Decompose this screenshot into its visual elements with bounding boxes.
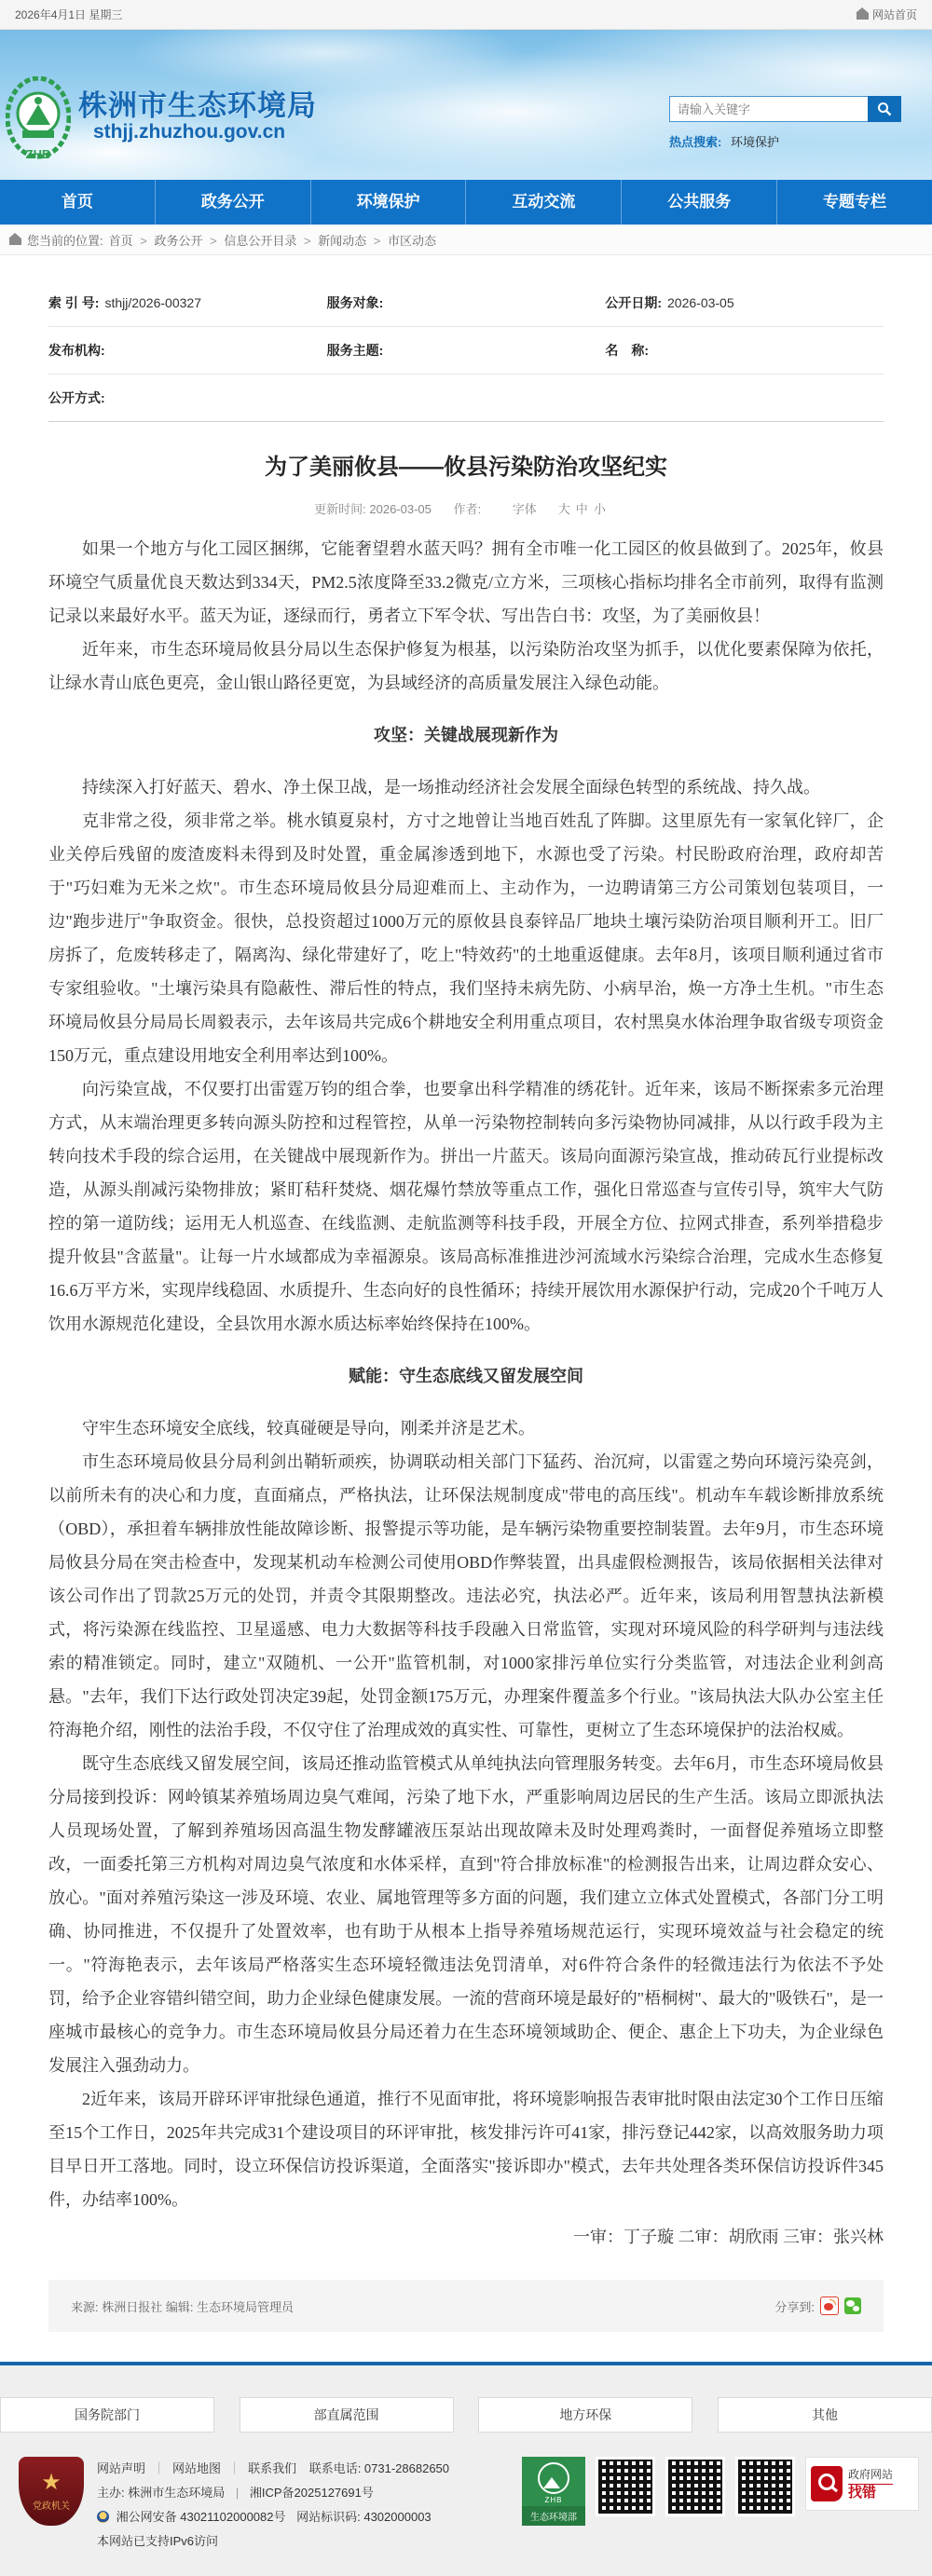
party-badge-star-icon: ★ (41, 2469, 62, 2495)
party-badge-label: 党政机关 (33, 2501, 70, 2512)
security-number: 湘公网安备 43021102000082号 (116, 2510, 286, 2524)
home-link-label: 网站首页 (871, 8, 917, 21)
home-link[interactable] (857, 7, 917, 22)
error-badge-line2: 找错 (848, 2484, 893, 2500)
article-paragraph: 2近年来，该局开辟环评审批绿色通道，推行不见面审批，将环境影响报告表审批时限由法定30个工作日压缩至15个工作日，2025年共完成31个建设项目的环评审批，核发排污许可41家，排污登记442家，以高效服务助力项目早日开工落地。同时，设立环保信访投诉渠道，全面落实"接诉即办"模式，去年共处理各类环保信访投诉件345件，办结率100%。 (48, 2090, 884, 2209)
share-label: 分享到: (774, 2299, 815, 2314)
qr-code-2 (665, 2457, 725, 2516)
meta-row (48, 279, 884, 327)
footer-link-联系我们[interactable]: 联系我们 (248, 2461, 297, 2475)
svg-text:ZHB: ZHB (25, 147, 51, 161)
footer-link-divider: ｜ (153, 2461, 166, 2475)
footer-select-国务院部门[interactable]: 国务院部门 (0, 2397, 214, 2433)
meta-cell (48, 388, 884, 407)
footer-badges (522, 2457, 919, 2526)
qr-code-3 (735, 2457, 795, 2516)
footer-select-地方环保[interactable]: 地方环保 (478, 2397, 692, 2433)
site-code: 网站标识码: 4302000003 (296, 2510, 432, 2524)
article-meta (48, 499, 884, 517)
nav-item-公共服务[interactable]: 公共服务 (622, 180, 777, 225)
nav-item-首页[interactable]: 首页 (0, 180, 156, 225)
footer-link-网站地图[interactable]: 网站地图 (172, 2461, 222, 2475)
section-heading: 攻坚：关键战展现新作为 (374, 726, 558, 744)
meta-value: sthjj/2026-00327 (104, 295, 201, 310)
site-title: 株洲市生态环境局 (78, 89, 317, 122)
meta-cell (605, 341, 884, 360)
party-gov-badge[interactable] (19, 2457, 84, 2526)
wechat-icon[interactable] (844, 2297, 861, 2314)
footer-select-部直属范围[interactable]: 部直属范围 (240, 2397, 454, 2433)
mee-badge-label: 生态环境部 (522, 2506, 585, 2526)
weibo-icon[interactable] (820, 2297, 839, 2315)
article-paragraph: 持续深入打好蓝天、碧水、净土保卫战，是一场推动经济社会发展全面绿色转型的系统战、持久战。 (82, 778, 820, 797)
font-size-links (555, 502, 609, 516)
breadcrumb-label: 您当前的位置: (27, 233, 103, 248)
article-paragraph: 克非常之役，须非常之举。桃水镇夏泉村，方寸之地曾让当地百姓乱了阵脚。这里原先有一家氧化锌厂，企业关停后残留的废渣废料未得到及时处置，重金属渗透到地下，水源也受了污染。村民盼政府治理，政府却苦于"巧妇难为无米之炊"。市生态环境局攸县分局迎难而上、主动作为，一边聘请第三方公司策划包装项目，一边"跑步进厅"争取资金。很快，总投资超过1000万元的原攸县良泰锌品厂地块土壤污染防治项目顺利开工。旧厂房拆了，危废转移走了，隔离沟、绿化带建好了，吃上"特效药"的土地重返健康。去年8月，该项目顺利通过省市专家组验收。"土壤污染具有隐蔽性、滞后性的特点，我们坚持未病先防、小病早治，焕一方净土生机。"市生态环境局攸县分局局长周毅表示，去年该局共完成6个耕地安全利用重点项目，农村黑臭水体治理争取省级专项资金150万元，重点建设用地安全利用率达到100%。 (48, 811, 884, 1065)
site-header (0, 30, 932, 180)
breadcrumb-separator: > (206, 233, 221, 248)
meta-label: 服务对象: (326, 295, 384, 310)
meta-row (48, 327, 884, 375)
divider: | (235, 2486, 240, 2500)
meta-cell (327, 293, 606, 312)
search-button[interactable] (868, 96, 901, 122)
hot-search-term[interactable]: 环境保护 (730, 135, 779, 149)
footer-link-selects (0, 2365, 932, 2433)
breadcrumb-link[interactable]: 信息公开目录 (224, 233, 297, 248)
article-title: 为了美丽攸县——攸县污染防治攻坚纪实 (265, 455, 667, 480)
footer-link-divider: ｜ (228, 2461, 241, 2475)
footer-text (97, 2457, 449, 2554)
meta-value: 2026-03-05 (667, 295, 734, 310)
bureau-emblem-icon (6, 76, 71, 166)
top-bar (0, 0, 932, 30)
meta-label: 索 引 号: (48, 295, 100, 310)
breadcrumb-separator: > (136, 233, 151, 248)
footer (0, 2365, 932, 2576)
breadcrumb (0, 225, 932, 255)
search-box (669, 96, 901, 122)
update-time: 更新时间: 2026-03-05 (314, 502, 432, 516)
public-security-badge-icon (97, 2511, 109, 2523)
icp-number: 湘ICP备2025127691号 (249, 2486, 374, 2500)
content-area (0, 279, 932, 2332)
site-logo (6, 76, 71, 170)
hot-search-label: 热点搜索: (669, 135, 722, 149)
breadcrumb-link[interactable]: 市区动态 (388, 233, 437, 248)
meta-label: 公开日期: (605, 295, 663, 310)
qr-pattern (668, 2460, 722, 2514)
footer-line-security (97, 2505, 449, 2529)
font-label: 字体 (512, 502, 537, 516)
breadcrumb-separator: > (370, 233, 384, 248)
meta-row (48, 375, 884, 422)
article-paragraph: 如果一个地方与化工园区捆绑，它能奢望碧水蓝天吗？拥有全市唯一化工园区的攸县做到了。2025年，攸县环境空气质量优良天数达到334天，PM2.5浓度降至33.2微克/立方米，三项核心指标均排名全市前列，取得有监测记录以来最好水平。蓝天为证，逐绿而行，勇者立下军令状、写出告白书：攻坚，为了美丽攸县！ (48, 539, 884, 625)
source-bar (48, 2280, 884, 2332)
footer-links-list (97, 2461, 296, 2475)
home-icon (857, 9, 869, 20)
nav-item-互动交流[interactable]: 互动交流 (466, 180, 622, 225)
share-widget (774, 2297, 861, 2315)
hot-search (669, 132, 779, 150)
author-label: 作者: (453, 502, 482, 516)
search-icon (877, 102, 892, 116)
meta-cell (48, 341, 327, 360)
footer-line-links (97, 2457, 449, 2481)
nav-item-政务公开[interactable]: 政务公开 (156, 180, 311, 225)
meta-cell (605, 293, 884, 312)
font-size-大[interactable]: 大 (557, 502, 570, 516)
footer-bottom (0, 2433, 932, 2567)
organizer: 主办: 株洲市生态环境局 (97, 2486, 226, 2500)
footer-line-organizer (97, 2481, 449, 2505)
article-body (48, 532, 884, 2254)
main-nav (0, 180, 932, 225)
mee-badge[interactable] (522, 2457, 585, 2526)
article-paragraph: 既守生态底线又留发展空间，该局还推动监管模式从单纯执法向管理服务转变。去年6月，市生态环境局攸县分局接到投诉：网岭镇某养殖场周边臭气难闻，污染了地下水，严重影响周边居民的生产生活。该局立即派执法人员现场处置，了解到养殖场因高温生物发酵罐液压泵站出现故障未及时处理鸡粪时，一面督促养殖场立即整改，一面委托第三方机构对周边臭气浓度和水体采样，直到"符合排放标准"的检测报告出来，让周边群众安心、放心。"面对养殖污染这一涉及环境、农业、属地管理等多方面的问题，我们建立立体式处置模式，各部门分工明确、协同推进，不仅提升了处置效率，也有助于从根本上指导养殖场规范运行，实现环境效益与社会稳定的统一。"符海艳表示，去年该局严格落实生态环境轻微违法免罚清单，对6件符合条件的轻微违法行为依法不予处罚，给予企业容错纠错空间，助力企业绿色健康发展。一流的营商环境是最好的"梧桐树"、最大的"吸铁石"，是一座城市最核心的竞争力。市生态环境局攸县分局还着力在生态环境领域助企、便企、惠企上下功夫，为企业绿色发展注入强劲动力。 (48, 1754, 884, 2075)
qr-pattern (738, 2460, 792, 2514)
meta-label: 名 称: (605, 343, 650, 358)
meta-label: 公开方式: (48, 390, 105, 405)
meta-label: 服务主题: (326, 343, 384, 358)
nav-item-专题专栏[interactable]: 专题专栏 (823, 193, 887, 211)
article-paragraph: 向污染宣战，不仅要打出雷霆万钧的组合拳，也要拿出科学精准的绣花针。近年来，该局不断探索多元治理方式，从末端治理更多转向源头防控和过程管控，从单一污染物控制转向多污染物协同减排，从以行政手段为主转向技术手段的综合运用，在关键战中展现新作为。拼出一片蓝天。该局向面源污染宣战，推动砖瓦行业提标改造，从源头削减污染物排放；紧盯秸秆焚烧、烟花爆竹禁放等重点工作，强化日常巡查与宣传引导，筑牢大气防控的第一道防线；运用无人机巡查、在线监测、走航监测等科技手段，开展全方位、拉网式排查，系列举措稳步提升攸县"含蓝量"。让每一片水域都成为幸福源泉。该局高标准推进沙河流域水污染综合治理，完成水生态修复16.6万平方米，实现岸线稳固、水质提升、生态向好的良性循环；持续开展饮用水源保护行动，完成20个千吨万人饮用水源规范化建设，全县饮用水源水质达标率始终保持在100%。 (48, 1080, 884, 1333)
meta-cell (327, 341, 606, 360)
site-url: sthjj.zhuzhou.gov.cn (93, 121, 286, 143)
meta-label: 发布机构: (48, 343, 105, 358)
font-size-小[interactable]: 小 (593, 502, 606, 516)
breadcrumb-separator: > (300, 233, 315, 248)
mee-emblem-icon (538, 2462, 569, 2494)
reviewers-line: 一审：丁子璇 二审：胡欣雨 三审：张兴林 (573, 2228, 884, 2246)
breadcrumb-items (109, 231, 436, 249)
article-paragraph: 近年来，市生态环境局攸县分局以生态保护修复为根基，以污染防治攻坚为抓手，以优化要素保障为依托，让绿水青山底色更亮，金山银山路径更宽，为县域经济的高质量发展注入绿色动能。 (48, 640, 884, 692)
breadcrumb-link[interactable]: 政务公开 (154, 233, 203, 248)
font-size-中[interactable]: 中 (575, 502, 588, 516)
source-editor-text: 来源: 株洲日报社 编辑: 生态环境局管理员 (71, 2299, 295, 2314)
gov-site-error-report-badge[interactable] (805, 2457, 919, 2511)
breadcrumb-home-icon (9, 235, 21, 245)
contact-phone: 联系电话: 0731-28682650 (308, 2461, 450, 2475)
article-paragraph: 市生态环境局攸县分局利剑出鞘斩顽疾，协调联动相关部门下猛药、治沉疴，以雷霆之势向环境污染亮剑，以前所未有的决心和力度，直面痛点，严格执法，让环保法规制度成"带电的高压线"。机动车车载诊断排放系统（OBD），承担着车辆排放性能故障诊断、报警提示等功能，是车辆污染物重要控制装置。去年9月，市生态环境局攸县分局在突击检查中，发现某机动车检测公司使用OBD作弊装置，出具虚假检测报告，该局依据相关法律对该公司作出了罚款25万元的处罚，并责令其限期整改。违法必究，执法必严。近年来，该局利用智慧执法新模式，将污染源在线监控、卫星遥感、电力大数据等科技手段融入日常监管，实现对环境风险的科学研判与违法线索的精准锁定。同时，建立"双随机、一公开"监管机制，对1000家排污单位实行分类监管，对违法企业利剑高悬。"去年，我们下达行政处罚决定39起，处罚金额175万元，办理案件覆盖多个行业。"该局执法大队办公室主任符海艳介绍，刚性的法治手段，不仅守住了治理成效的真实性、可靠性，更树立了生态环境保护的法治权威。 (48, 1452, 884, 1739)
mee-zhb-text: ZHB (544, 2496, 563, 2504)
meta-table (48, 279, 884, 422)
breadcrumb-link[interactable]: 首页 (108, 233, 133, 248)
qr-pattern (598, 2460, 652, 2514)
breadcrumb-link[interactable]: 新闻动态 (318, 233, 367, 248)
error-report-magnifier-icon (811, 2466, 843, 2501)
nav-item-环境保护[interactable]: 环境保护 (311, 180, 467, 225)
section-heading: 赋能：守生态底线又留发展空间 (349, 1367, 583, 1385)
ipv6-notice: 本网站已支持IPv6访问 (97, 2534, 219, 2548)
meta-cell (48, 293, 327, 312)
error-badge-line1: 政府网站 (848, 2468, 894, 2481)
current-date: 2026年4月1日 星期三 (15, 8, 123, 21)
font-size-control (503, 502, 618, 516)
footer-link-网站声明[interactable]: 网站声明 (97, 2461, 146, 2475)
footer-select-其他[interactable]: 其他 (718, 2397, 932, 2433)
article-paragraph: 守牢生态环境安全底线，较真碰硬是导向，刚柔并济是艺术。 (82, 1419, 535, 1438)
qr-code-1 (596, 2457, 655, 2516)
search-input[interactable] (669, 96, 868, 122)
